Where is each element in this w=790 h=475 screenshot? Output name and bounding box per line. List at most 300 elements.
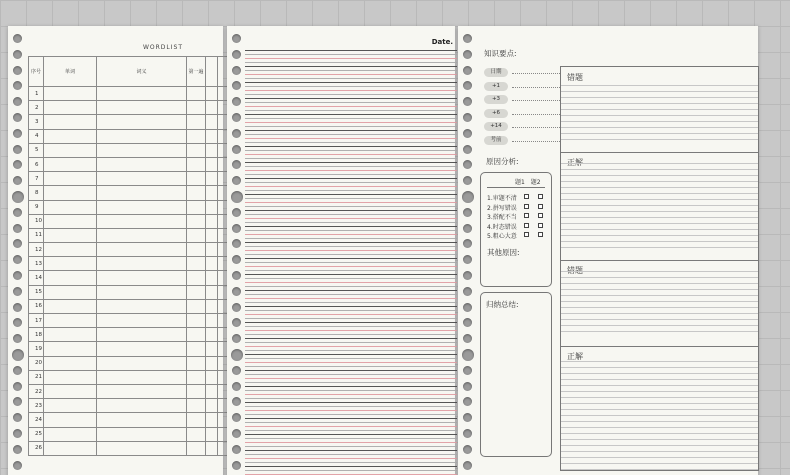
blank-cell	[97, 399, 187, 413]
binder-hole	[463, 113, 472, 122]
binder-hole	[232, 303, 241, 312]
binder-hole	[232, 366, 241, 375]
ruled-line	[245, 162, 457, 163]
cause-checkbox-q2[interactable]	[538, 232, 543, 237]
wordlist-row	[29, 384, 229, 398]
ruled-line	[245, 58, 457, 59]
binder-hole	[463, 318, 472, 327]
dotted-line	[512, 100, 562, 101]
ruled-line	[245, 466, 457, 467]
blank-cell	[187, 314, 206, 328]
answer-line	[561, 325, 758, 326]
ruled-line	[245, 138, 457, 139]
row-number: 23	[29, 399, 44, 413]
wordlist-row	[29, 299, 229, 313]
other-causes-label: 其他原因:	[487, 248, 520, 257]
review-day-pill: +14	[484, 122, 508, 131]
ruled-line	[245, 270, 457, 271]
blank-cell	[187, 200, 206, 214]
section-divider	[561, 346, 758, 347]
wordlist-row	[29, 285, 229, 299]
cause-checkbox-q1[interactable]	[524, 194, 529, 199]
blank-cell	[97, 143, 187, 157]
blank-cell	[44, 384, 97, 398]
answer-line	[561, 127, 758, 128]
blank-cell	[206, 441, 218, 455]
ruled-line	[245, 322, 457, 323]
binder-hole	[463, 255, 472, 264]
blank-cell	[44, 243, 97, 257]
blank-cell	[187, 413, 206, 427]
dotted-line	[512, 87, 562, 88]
wordlist-row	[29, 243, 229, 257]
row-number: 11	[29, 228, 44, 242]
ruled-line	[245, 230, 457, 231]
answer-line	[561, 427, 758, 428]
wordlist-row	[29, 271, 229, 285]
blank-cell	[44, 101, 97, 115]
blank-cell	[97, 299, 187, 313]
binder-hole	[12, 191, 24, 203]
blank-cell	[97, 129, 187, 143]
blank-cell	[44, 314, 97, 328]
cause-checkbox-q1[interactable]	[524, 213, 529, 218]
ruled-line	[245, 330, 457, 331]
answer-line	[561, 313, 758, 314]
binder-hole	[232, 239, 241, 248]
review-day-pill: 考前	[484, 136, 508, 145]
review-day-pill: +6	[484, 109, 508, 118]
binder-hole	[13, 50, 22, 59]
answer-line	[561, 97, 758, 98]
ruled-line	[245, 378, 457, 379]
blank-cell	[97, 172, 187, 186]
ruled-line	[245, 126, 457, 127]
binder-hole	[463, 224, 472, 233]
review-day-pill: 日期	[484, 68, 508, 77]
blank-cell	[97, 285, 187, 299]
wordlist-header-row	[29, 57, 229, 87]
blank-cell	[206, 299, 218, 313]
blank-cell	[187, 257, 206, 271]
binder-hole	[232, 461, 241, 470]
blank-cell	[44, 342, 97, 356]
cause-row	[487, 193, 549, 201]
blank-cell	[97, 413, 187, 427]
ruled-line	[245, 182, 457, 183]
binder-hole	[13, 97, 22, 106]
blank-cell	[97, 384, 187, 398]
ruled-line	[245, 430, 457, 431]
binder-hole	[463, 397, 472, 406]
answer-line	[561, 367, 758, 368]
ruled-line	[245, 98, 457, 99]
question-header-1: 题1	[515, 179, 525, 186]
binder-hole	[463, 271, 472, 280]
blank-cell	[206, 101, 218, 115]
blank-cell	[44, 356, 97, 370]
wordlist-row	[29, 370, 229, 384]
row-number: 1	[29, 87, 44, 101]
blank-cell	[97, 328, 187, 342]
binder-hole	[463, 413, 472, 422]
wordlist-row	[29, 228, 229, 242]
ruled-line	[245, 450, 457, 451]
dotted-line	[512, 127, 562, 128]
binder-hole	[232, 160, 241, 169]
wordlist-sheet	[8, 26, 223, 475]
binder-hole	[463, 176, 472, 185]
row-number: 26	[29, 441, 44, 455]
question-header-2: 题2	[530, 179, 541, 186]
cause-text: 1.审题不清	[487, 195, 517, 202]
answer-line	[561, 391, 758, 392]
summary-label: 归纳总结:	[486, 300, 519, 309]
binder-hole	[13, 303, 22, 312]
ruled-line	[245, 342, 457, 343]
blank-cell	[44, 115, 97, 129]
ruled-line	[245, 358, 457, 359]
blank-cell	[187, 214, 206, 228]
answer-line	[561, 139, 758, 140]
answer-line	[561, 433, 758, 434]
answer-line	[561, 397, 758, 398]
cause-checkbox-q1[interactable]	[524, 232, 529, 237]
blank-cell	[44, 413, 97, 427]
binder-hole	[463, 145, 472, 154]
row-number: 2	[29, 101, 44, 115]
answer-line	[561, 361, 758, 362]
binder-hole	[463, 34, 472, 43]
cause-row	[487, 212, 549, 220]
binder-hole	[232, 34, 241, 43]
ruled-line	[245, 406, 457, 407]
ruled-line	[245, 50, 457, 51]
binder-hole	[463, 66, 472, 75]
blank-cell	[44, 285, 97, 299]
binder-hole	[13, 176, 22, 185]
ruled-line	[245, 362, 457, 363]
answer-line	[561, 175, 758, 176]
ruled-line	[245, 350, 457, 351]
blank-cell	[44, 370, 97, 384]
ruled-line	[245, 442, 457, 443]
blank-cell	[206, 413, 218, 427]
blank-cell	[187, 115, 206, 129]
ruled-line	[245, 438, 457, 439]
ruled-line	[245, 306, 457, 307]
ruled-line	[245, 254, 457, 255]
ruled-line	[245, 66, 457, 67]
blank-cell	[206, 172, 218, 186]
row-number: 22	[29, 384, 44, 398]
wordlist-row	[29, 101, 229, 115]
blank-cell	[187, 186, 206, 200]
ruled-line	[245, 258, 457, 259]
ruled-line	[245, 274, 457, 275]
blank-cell	[187, 342, 206, 356]
ruled-line	[245, 310, 457, 311]
wordlist-row	[29, 172, 229, 186]
binder-hole	[13, 366, 22, 375]
wordlist-row	[29, 413, 229, 427]
blank-cell	[97, 257, 187, 271]
ruled-line	[245, 434, 457, 435]
binder-hole	[232, 50, 241, 59]
cause-checkbox-q2[interactable]	[538, 194, 543, 199]
ruled-line	[245, 106, 457, 107]
answer-line	[561, 409, 758, 410]
cause-row	[487, 231, 549, 239]
answer-line	[561, 223, 758, 224]
binder-hole	[13, 160, 22, 169]
wordlist-row	[29, 143, 229, 157]
ruled-line	[245, 418, 457, 419]
cause-checkbox-q2[interactable]	[538, 204, 543, 209]
ruled-line	[245, 426, 457, 427]
answer-line	[561, 115, 758, 116]
row-number: 13	[29, 257, 44, 271]
binder-hole	[463, 445, 472, 454]
binder-hole	[13, 461, 22, 470]
answer-line	[561, 229, 758, 230]
answer-line	[561, 271, 758, 272]
answer-line	[561, 169, 758, 170]
blank-cell	[206, 328, 218, 342]
header-second	[206, 57, 218, 87]
ruled-line	[245, 414, 457, 415]
cause-checkbox-q1[interactable]	[524, 204, 529, 209]
ruled-line	[245, 282, 457, 283]
blank-cell	[206, 228, 218, 242]
ruled-line	[245, 290, 457, 291]
answer-line	[561, 469, 758, 470]
ruled-line	[245, 190, 457, 191]
binder-hole	[12, 349, 24, 361]
wordlist-row	[29, 399, 229, 413]
ruled-line	[245, 90, 457, 91]
blank-cell	[187, 143, 206, 157]
row-number: 15	[29, 285, 44, 299]
binder-hole	[232, 445, 241, 454]
knowledge-points-label: 知识要点:	[484, 49, 517, 58]
cause-row	[487, 222, 549, 230]
blank-cell	[187, 101, 206, 115]
cause-text: 4.时态错误	[487, 223, 517, 231]
blank-cell	[187, 441, 206, 455]
ruled-line	[245, 130, 457, 131]
ruled-line	[245, 398, 457, 399]
cause-checkbox-q2[interactable]	[538, 223, 543, 228]
binder-hole	[13, 334, 22, 343]
binder-hole	[13, 66, 22, 75]
ruled-line	[245, 470, 457, 471]
binder-hole	[232, 397, 241, 406]
mistake-sheet	[458, 26, 758, 475]
blank-cell	[206, 384, 218, 398]
answer-line	[561, 379, 758, 380]
row-number: 20	[29, 356, 44, 370]
binder-hole	[13, 34, 22, 43]
cause-text: 5.粗心大意	[487, 233, 517, 241]
blank-cell	[206, 157, 218, 171]
blank-cell	[97, 101, 187, 115]
wordlist-row	[29, 441, 229, 455]
ruled-line	[245, 122, 457, 123]
row-number: 14	[29, 271, 44, 285]
ruled-line	[245, 390, 457, 391]
ruled-line	[245, 238, 457, 239]
header-word: 单词	[44, 57, 97, 87]
row-number: 21	[29, 370, 44, 384]
wrong-answer-label-1: 错题	[567, 73, 583, 82]
cause-checkbox-q1[interactable]	[524, 223, 529, 228]
blank-cell	[187, 328, 206, 342]
binder-hole	[463, 366, 472, 375]
row-number: 7	[29, 172, 44, 186]
answer-line	[561, 217, 758, 218]
blank-cell	[206, 87, 218, 101]
ruled-line	[245, 154, 457, 155]
binder-hole	[232, 81, 241, 90]
blank-cell	[187, 243, 206, 257]
binder-hole	[232, 413, 241, 422]
cause-text: 2.拼写错误	[487, 204, 517, 212]
binder-hole	[463, 334, 472, 343]
answer-line	[561, 451, 758, 452]
binder-hole	[232, 97, 241, 106]
cause-row	[487, 203, 549, 211]
header-first: 第一遍	[187, 57, 206, 87]
blank-cell	[187, 228, 206, 242]
binder-hole	[232, 382, 241, 391]
answer-line	[561, 385, 758, 386]
binder-hole	[13, 129, 22, 138]
ruled-line	[245, 186, 457, 187]
binder-hole	[462, 349, 474, 361]
ruled-line	[245, 206, 457, 207]
binder-hole	[232, 66, 241, 75]
blank-cell	[97, 370, 187, 384]
binder-hole	[463, 208, 472, 217]
row-number: 19	[29, 342, 44, 356]
answer-line	[561, 373, 758, 374]
ruled-line	[245, 314, 457, 315]
ruled-line	[245, 158, 457, 159]
ruled-line	[245, 134, 457, 135]
wordlist-row	[29, 356, 229, 370]
ruled-line	[245, 94, 457, 95]
binder-hole	[232, 287, 241, 296]
ruled-line	[245, 170, 457, 171]
binder-hole	[13, 255, 22, 264]
blank-cell	[206, 115, 218, 129]
answer-line	[561, 421, 758, 422]
date-label: Date.	[431, 38, 453, 46]
answer-line	[561, 277, 758, 278]
ruled-line	[245, 222, 457, 223]
ruled-line	[245, 382, 457, 383]
blank-cell	[187, 427, 206, 441]
blank-cell	[97, 342, 187, 356]
blank-cell	[206, 214, 218, 228]
blank-cell	[97, 214, 187, 228]
binder-hole	[463, 50, 472, 59]
row-number: 16	[29, 299, 44, 313]
blank-cell	[206, 129, 218, 143]
wordlist-row	[29, 129, 229, 143]
lined-sheet	[227, 26, 455, 475]
answer-line	[561, 121, 758, 122]
ruled-line	[245, 166, 457, 167]
binder-hole	[13, 239, 22, 248]
blank-cell	[44, 399, 97, 413]
row-number: 10	[29, 214, 44, 228]
binder-hole	[13, 445, 22, 454]
blank-cell	[206, 399, 218, 413]
binder-hole	[232, 318, 241, 327]
ruled-line	[245, 262, 457, 263]
binder-hole	[232, 113, 241, 122]
ruled-line	[245, 286, 457, 287]
row-number: 17	[29, 314, 44, 328]
dotted-line	[512, 114, 562, 115]
answer-line	[561, 283, 758, 284]
blank-cell	[187, 285, 206, 299]
binder-holes	[458, 26, 476, 475]
binder-hole	[463, 287, 472, 296]
row-number: 6	[29, 157, 44, 171]
wrong-answer-label-2: 错题	[567, 266, 583, 275]
ruled-line	[245, 102, 457, 103]
answer-line	[561, 85, 758, 86]
binder-hole	[13, 397, 22, 406]
ruled-line	[245, 458, 457, 459]
answer-line	[561, 235, 758, 236]
binder-holes	[8, 26, 26, 475]
wordlist-title: WORDLIST	[142, 44, 184, 51]
ruled-line	[245, 226, 457, 227]
ruled-line	[245, 294, 457, 295]
binder-hole	[463, 129, 472, 138]
row-number: 8	[29, 186, 44, 200]
wordlist-row	[29, 186, 229, 200]
ruled-line	[245, 318, 457, 319]
blank-cell	[97, 157, 187, 171]
wordlist-row	[29, 328, 229, 342]
blank-cell	[44, 214, 97, 228]
binder-hole	[463, 382, 472, 391]
binder-hole	[13, 429, 22, 438]
ruled-line	[245, 198, 457, 199]
binder-hole	[13, 224, 22, 233]
ruled-line	[245, 146, 457, 147]
answer-line	[561, 307, 758, 308]
blank-cell	[44, 172, 97, 186]
binder-hole	[463, 429, 472, 438]
ruled-line	[245, 86, 457, 87]
section-divider	[561, 152, 758, 153]
answer-line	[561, 187, 758, 188]
ruled-line	[245, 346, 457, 347]
ruled-line	[245, 234, 457, 235]
ruled-line	[245, 334, 457, 335]
cause-checkbox-q2[interactable]	[538, 213, 543, 218]
ruled-line	[245, 454, 457, 455]
blank-cell	[206, 143, 218, 157]
ruled-line	[245, 266, 457, 267]
ruled-line	[245, 70, 457, 71]
